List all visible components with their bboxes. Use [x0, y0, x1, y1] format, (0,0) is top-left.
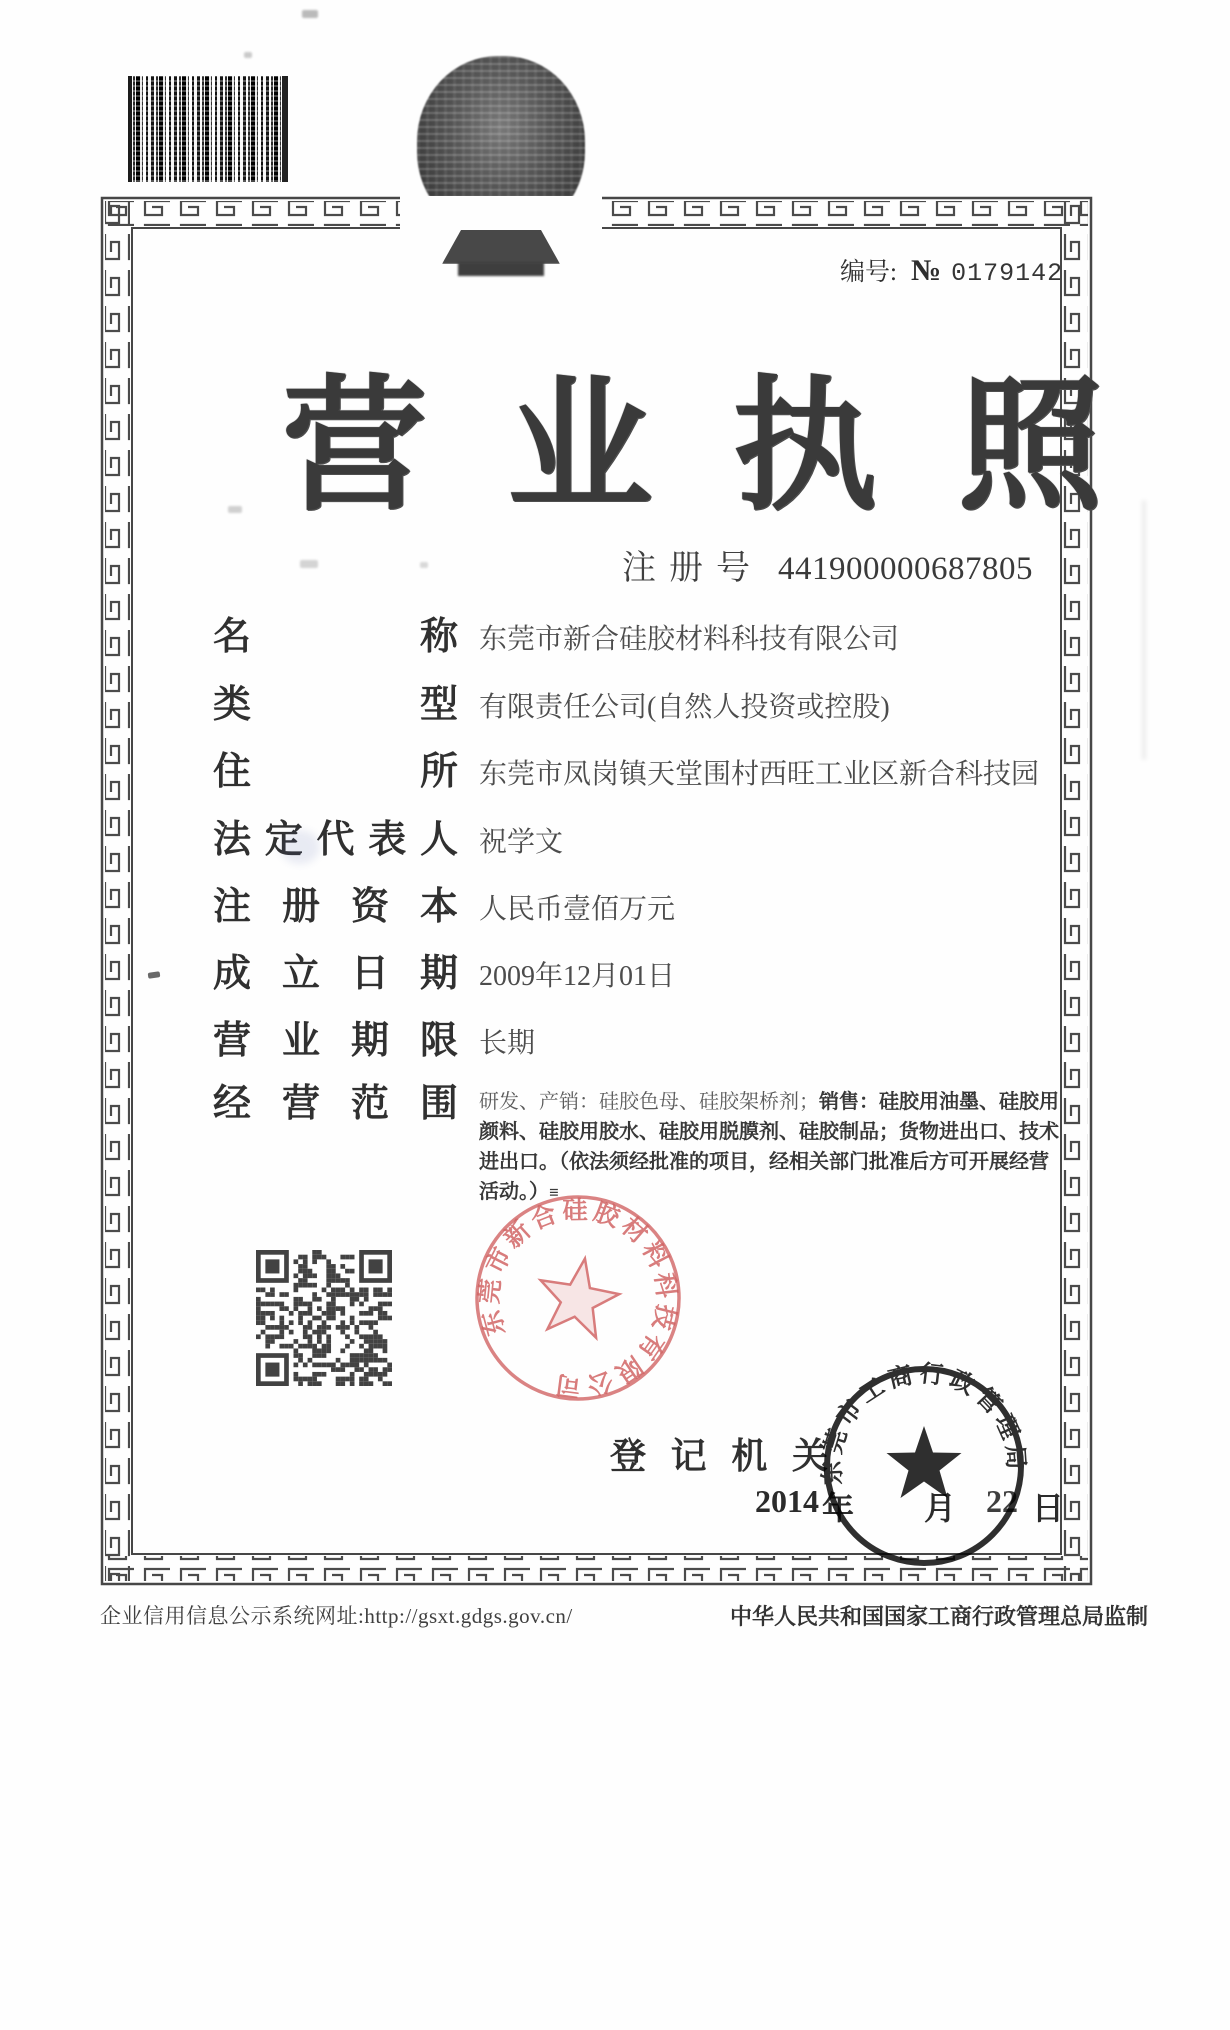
authority-seal-stamp — [816, 1358, 1032, 1574]
field-label: 类型 — [213, 684, 458, 726]
field-value: 祝学文 — [479, 827, 564, 858]
field-label: 营业期限 — [213, 1020, 458, 1062]
issue-day-unit: 日 — [1032, 1490, 1065, 1526]
registration-number-label: 注册号 — [622, 550, 750, 587]
field-row-establish-date — [213, 955, 675, 995]
issuer-row — [610, 1428, 828, 1479]
field-label: 经营范围 — [213, 1083, 458, 1125]
field-row-type — [213, 686, 890, 726]
issue-day-value: 22 — [986, 1483, 1018, 1519]
document-title: 营 业 执 照 — [282, 368, 1125, 528]
seal-star-icon — [887, 1426, 962, 1498]
scan-artifact — [280, 830, 320, 864]
company-seal-text: 东莞市新合硅胶材料科技有限公司 — [476, 1197, 680, 1400]
registration-number-row — [622, 540, 1033, 589]
issuer-label: 登记机关 — [610, 1436, 828, 1476]
footer-issuing-authority: 中华人民共和国国家工商行政管理总局监制 — [730, 1604, 1149, 1629]
field-row-address — [213, 753, 1039, 793]
field-value: 2009年12月01日 — [479, 961, 676, 992]
field-label: 注册资本 — [213, 886, 458, 928]
issue-month-unit: 月 — [924, 1490, 957, 1526]
field-value: 长期 — [479, 1028, 536, 1059]
footer-public-system-url: 企业信用信息公示系统网址:http://gsxt.gdgs.gov.cn/ — [100, 1604, 573, 1628]
scan-artifact — [244, 52, 252, 58]
field-label: 法定代表人 — [213, 819, 458, 861]
field-label: 住所 — [213, 751, 458, 793]
scan-artifact — [300, 560, 318, 568]
authority-seal-text: 东莞市工商行政管理局 — [819, 1361, 1029, 1486]
scope-text-light: 研发、产销：硅胶色母、硅胶架桥剂； — [479, 1091, 819, 1113]
issue-year: 2014 — [755, 1483, 819, 1519]
field-value: 有限责任公司(自然人投资或控股) — [479, 692, 890, 723]
field-row-registered-capital — [213, 888, 675, 928]
scope-end-mark: ≡ — [549, 1183, 558, 1202]
field-label: 成立日期 — [213, 953, 458, 995]
seal-star-icon — [532, 1252, 624, 1341]
field-value: 人民币壹佰万元 — [479, 894, 676, 925]
issue-date-line — [0, 1483, 1230, 1529]
scan-artifact — [228, 506, 242, 513]
field-value: 东莞市凤岗镇天堂围村西旺工业区新合科技园 — [479, 759, 1040, 790]
scope-text-bold: 销售：硅胶用油墨、硅胶用颜料、硅胶用胶水、硅胶用脱膜剂、硅胶制品；货物进出口、技术进出口。（依法须经批准的项目，经相关部门批准后方可开展经营活动。） — [479, 1091, 1059, 1203]
field-label: 名称 — [213, 616, 458, 658]
serial-label: 编号: — [840, 259, 897, 286]
issue-year-unit: 年 — [822, 1490, 855, 1526]
company-seal-stamp — [439, 1159, 717, 1437]
field-row-business-term — [213, 1022, 535, 1062]
field-value: 东莞市新合硅胶材料科技有限公司 — [479, 624, 900, 655]
numero-symbol: № — [910, 254, 942, 287]
serial-number: 0179142 — [951, 259, 1064, 288]
scan-artifact — [302, 10, 318, 18]
field-row-name — [213, 618, 899, 658]
scan-artifact — [1142, 500, 1146, 760]
registration-number-value: 441900000687805 — [778, 551, 1033, 587]
qr-code — [256, 1250, 392, 1386]
scan-artifact — [420, 562, 428, 568]
field-row-legal-representative — [213, 821, 563, 861]
barcode — [128, 76, 288, 182]
